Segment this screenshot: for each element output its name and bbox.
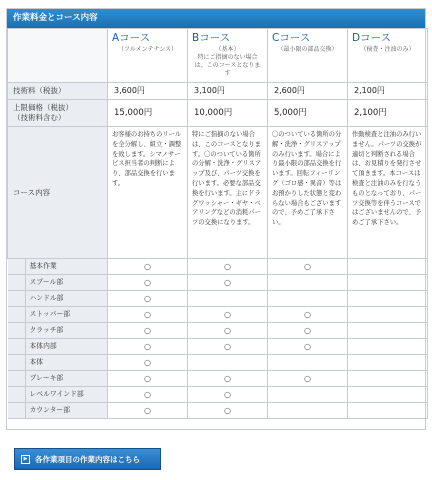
work-item-label-cell [8,275,108,291]
course-c-header [268,29,348,83]
course-header-row [8,29,428,83]
header-blank-cell [8,29,108,83]
course-subtitle: （フルメンテナンス） [117,46,178,53]
course-a-header [108,29,188,83]
work-item-mark [268,403,348,419]
fee-value: 3,100円 [188,83,268,100]
work-item-mark: ○ [188,275,268,291]
section-title: 作業料金とコース内容 [7,9,425,28]
work-item-mark: ○ [268,371,348,387]
work-item-row [8,355,428,371]
work-item-mark: ○ [188,339,268,355]
work-item-row [8,259,428,275]
work-item-mark [348,371,428,387]
work-item-mark [268,355,348,371]
work-item-mark: ○ [268,259,348,275]
work-item-mark: ○ [108,259,188,275]
limit-label: 上限価格（税抜） （技術料含む） [8,100,108,127]
work-item-label-cell [8,323,108,339]
course-table-panel [6,8,426,430]
description-row [8,127,428,259]
work-item-name: カウンター部 [26,403,108,418]
course-description: 作動検査と注油のみ行いません。パーツの交換が適切と判断される場合は、お見積りを発行させて頂きます。本コースは検査と注油のみを行なうものとなっており、パーツ交換等を伴うコースではございませんので、予めご了承下さい。 [348,127,428,259]
indent-spacer [8,339,26,354]
work-item-mark [268,291,348,307]
work-item-label-cell [8,387,108,403]
indent-spacer [8,291,26,306]
course-name: Aコース [112,32,151,44]
limit-value: 15,000円 [108,100,188,127]
course-b-header [188,29,268,83]
fee-row [8,83,428,100]
indent-spacer [8,355,26,370]
work-details-button[interactable] [14,448,161,470]
work-item-label-cell [8,291,108,307]
work-item-mark: ○ [108,323,188,339]
work-items-body [8,259,428,419]
work-item-row [8,291,428,307]
limit-value: 2,100円 [348,100,428,127]
work-item-mark [348,339,428,355]
work-item-mark [188,355,268,371]
course-subtitle: （基本） 特にご指摘のない場合は、このコースとなります [194,46,261,77]
work-item-label-cell [8,339,108,355]
work-item-name: レベルワインド部 [26,387,108,402]
work-item-name: ブレーキ部 [26,371,108,386]
work-item-mark [348,403,428,419]
indent-spacer [8,307,26,322]
work-item-mark [348,291,428,307]
work-item-mark: ○ [108,275,188,291]
course-subtitle: （最小限の部品交換） [277,46,338,53]
course-table [7,28,428,419]
work-item-mark: ○ [108,355,188,371]
work-item-mark [348,275,428,291]
work-item-mark: ○ [268,307,348,323]
work-item-mark [348,259,428,275]
fee-value: 2,600円 [268,83,348,100]
work-item-name: ハンドル部 [26,291,108,306]
work-item-mark [188,291,268,307]
work-item-name: ストッパー部 [26,307,108,322]
course-description: 特にご指摘のない場合は、このコースとなります。〇のついている箇所の分解・洗浄・グリスアップ及び、パーツ交換を行います。必要な部品交換を行います。主にドラグワッシャー・ギヤ・ベアリングなどの消耗パーツの交換になります。 [188,127,268,259]
work-item-row [8,403,428,419]
work-item-label-cell [8,371,108,387]
course-name: Cコース [272,32,311,44]
work-item-mark: ○ [188,403,268,419]
work-item-mark: ○ [108,307,188,323]
work-item-mark: ○ [108,371,188,387]
work-item-mark [268,275,348,291]
fee-value: 2,100円 [348,83,428,100]
work-item-row [8,275,428,291]
work-item-mark: ○ [188,323,268,339]
work-item-mark [348,387,428,403]
description-label: コース内容 [8,127,108,259]
fee-label: 技術料（税抜） [8,83,108,100]
limit-row [8,100,428,127]
indent-spacer [8,387,26,402]
arrow-right-icon: ▶ [21,455,30,464]
work-item-name: クラッチ部 [26,323,108,338]
indent-spacer [8,275,26,290]
work-item-mark: ○ [108,291,188,307]
course-description: お客様のお持ちのリールを全分解し、組立・調整を致します。シマノサービス担当者の判断により、部品交換を行います。 [108,127,188,259]
limit-value: 5,000円 [268,100,348,127]
work-item-row [8,307,428,323]
work-item-row [8,387,428,403]
work-item-mark [348,323,428,339]
work-item-row [8,339,428,355]
work-item-mark: ○ [188,371,268,387]
course-name: Bコース [192,32,231,44]
indent-spacer [8,259,26,274]
work-item-mark [348,355,428,371]
work-item-row [8,323,428,339]
course-name: Dコース [352,32,392,44]
work-item-name: 本体 [26,355,108,370]
work-item-mark: ○ [268,323,348,339]
work-item-mark: ○ [188,307,268,323]
indent-spacer [8,323,26,338]
indent-spacer [8,403,26,418]
work-item-row [8,371,428,387]
work-item-mark: ○ [108,339,188,355]
work-item-name: 基本作業 [26,259,108,274]
work-item-label-cell [8,307,108,323]
work-item-label-cell [8,403,108,419]
fee-value: 3,600円 [108,83,188,100]
work-item-label-cell [8,355,108,371]
work-item-mark: ○ [268,339,348,355]
work-item-mark: ○ [108,403,188,419]
work-item-mark: ○ [188,387,268,403]
work-item-mark: ○ [188,259,268,275]
work-item-mark [268,387,348,403]
course-d-header [348,29,428,83]
work-item-mark: ○ [108,387,188,403]
work-item-name: 本体内部 [26,339,108,354]
course-subtitle: （検査・注油のみ） [360,46,415,53]
work-item-label-cell [8,259,108,275]
work-item-name: スプール部 [26,275,108,290]
indent-spacer [8,371,26,386]
course-description: 〇のついている箇所の分解・洗浄・グリスアップのみ行います。場合により最小限の部品交換を行います。回転フィーリング（ゴロ感・異音）等はお預かりした状態と変わらない場合もございますので、予めご了承下さい。 [268,127,348,259]
work-item-mark [348,307,428,323]
limit-value: 10,000円 [188,100,268,127]
work-details-button-label: 各作業項目の作業内容はこちら [35,454,140,464]
